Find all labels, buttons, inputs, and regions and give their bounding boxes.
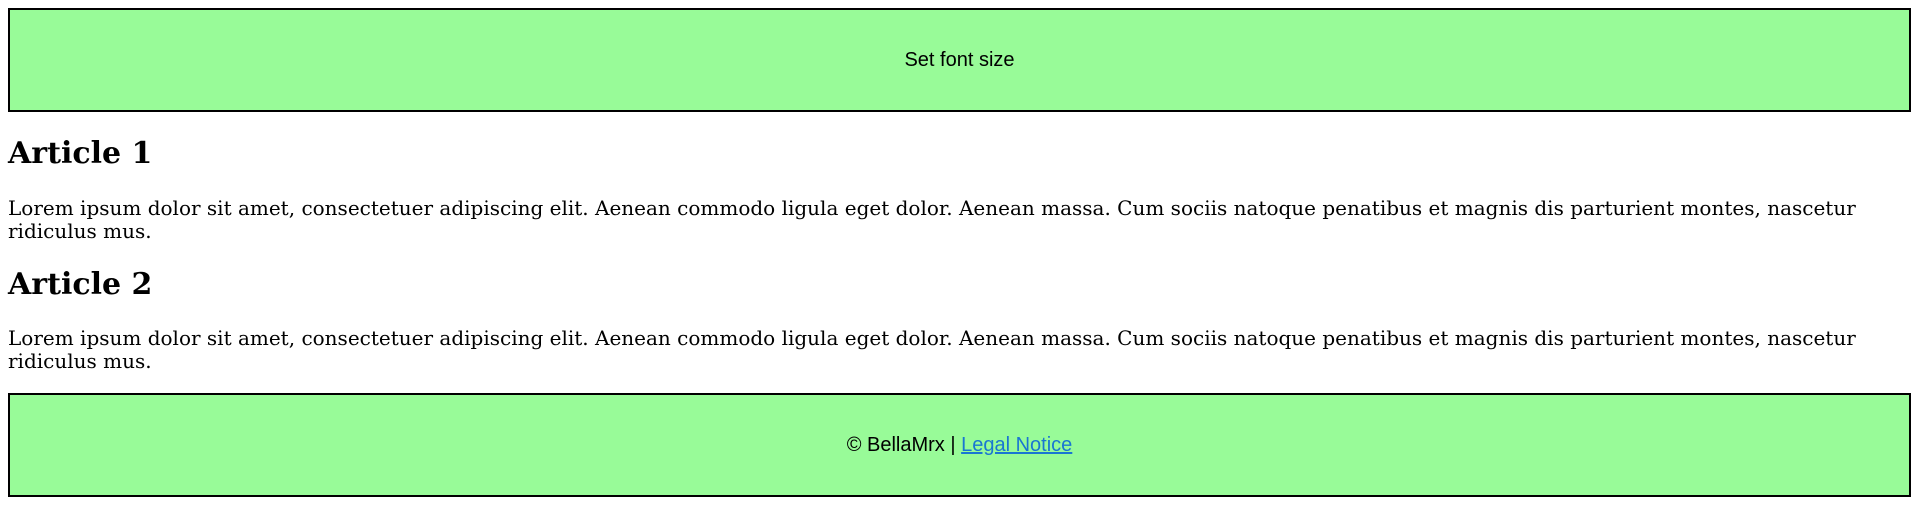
legal-notice-link[interactable]: Legal Notice (961, 433, 1073, 456)
article-1-body: Lorem ipsum dolor sit amet, consectetuer adipiscing elit. Aenean commodo ligula eget dolor. Aenean massa. Cum sociis natoque penatibus et magnis dis parturient montes, nascetur ridiculus mus. (8, 195, 1856, 243)
article-2-body: Lorem ipsum dolor sit amet, consectetuer adipiscing elit. Aenean commodo ligula eget dolor. Aenean massa. Cum sociis natoque penatibus et magnis dis parturient montes, nascetur ridiculus mus. (8, 326, 1856, 373)
page-footer (8, 393, 1911, 497)
article (8, 137, 1911, 243)
page-header (8, 8, 1911, 112)
content (8, 137, 1911, 373)
article (8, 268, 1911, 374)
article-1-title: Article 1 (8, 136, 153, 171)
header-title: Set font size (904, 48, 1015, 71)
article-2-title: Article 2 (8, 266, 153, 302)
footer-text (847, 434, 1073, 457)
copyright-text: © BellaMrx | (846, 433, 956, 456)
